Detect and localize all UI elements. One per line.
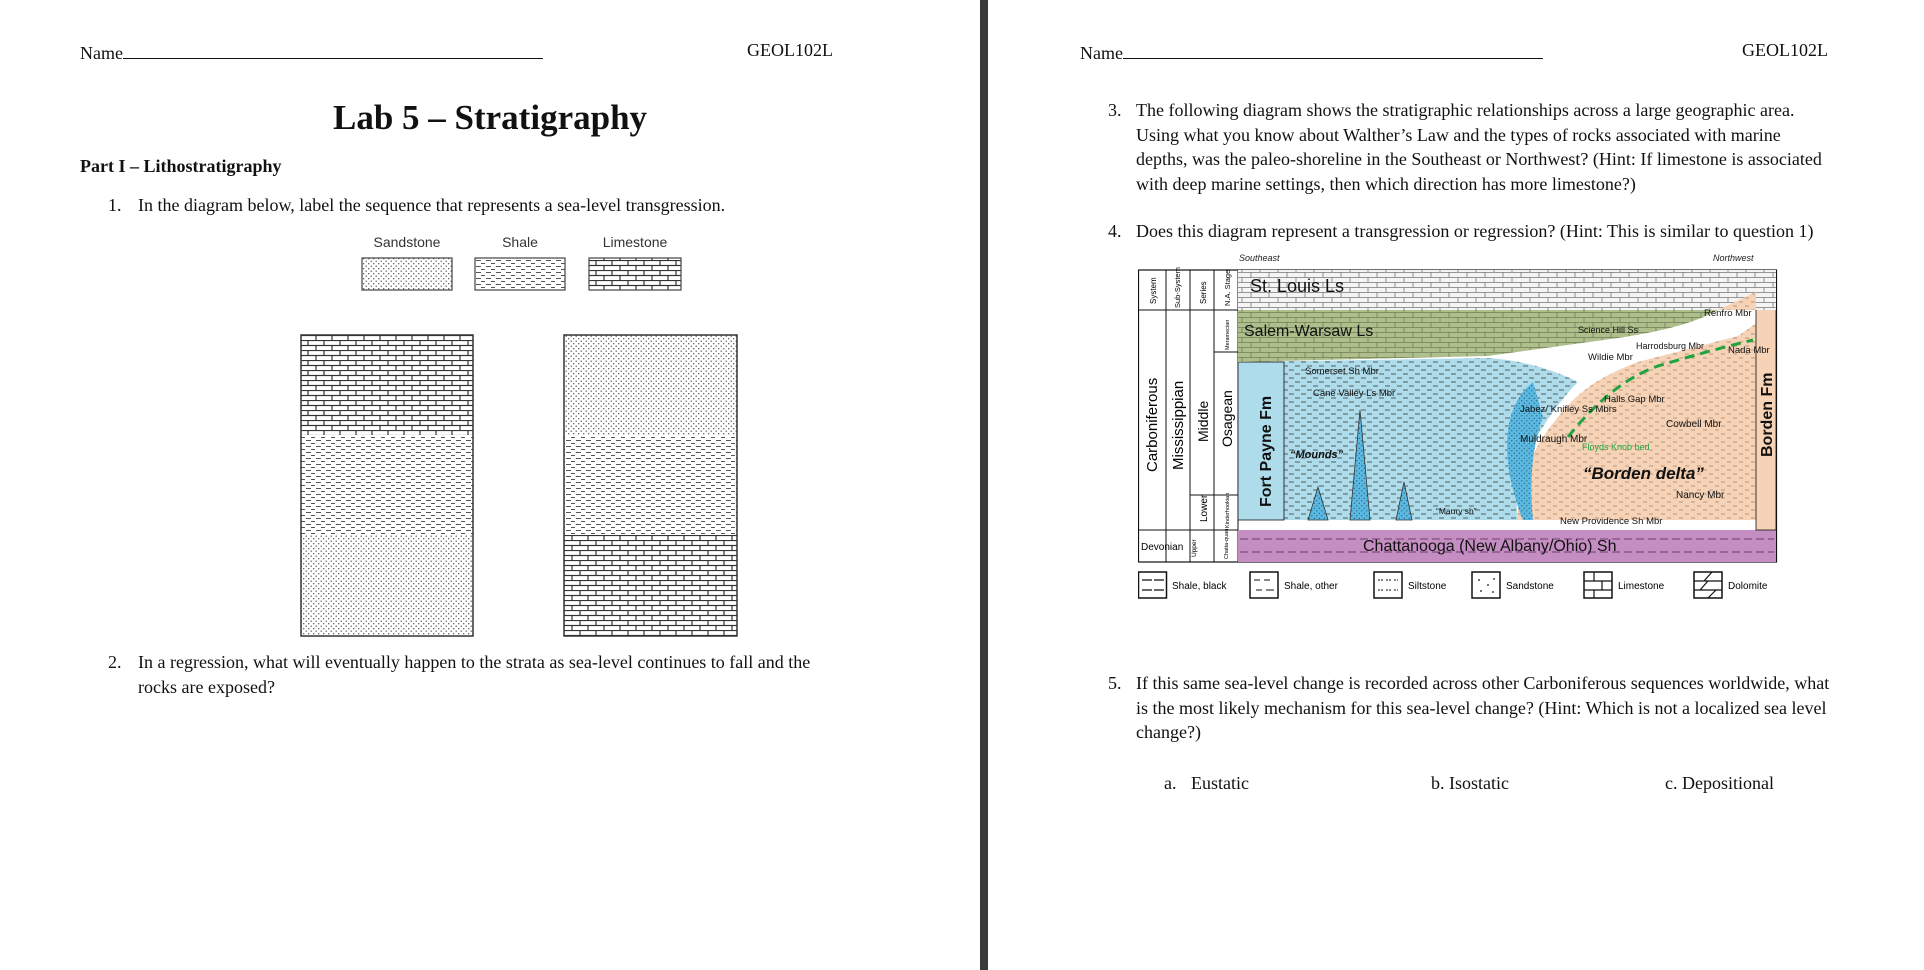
choice-text: b. Isostatic — [1431, 773, 1509, 793]
choice-text: Eustatic — [1191, 773, 1249, 793]
label-st-louis: St. Louis Ls — [1250, 276, 1345, 296]
stratigraphic-column-left — [301, 335, 473, 636]
choice-b[interactable] — [1431, 771, 1509, 796]
name-label: Name — [1080, 43, 1123, 63]
legend-swatch-shale — [475, 258, 565, 290]
course-code: GEOL102L — [1742, 40, 1828, 60]
label-halls-gap: Halls Gap Mbr — [1604, 394, 1665, 405]
column-left-layer-sandstone — [301, 535, 473, 636]
question-text-line: The following diagram shows the stratigraphic relationships across a large geographic area. — [1136, 100, 1795, 120]
legend-sandstone: Sandstone — [1506, 581, 1554, 592]
label-fort-payne: Fort Payne Fm — [1258, 395, 1275, 507]
question-text-line: is the most likely mechanism for this sea-level change? (Hint: Which is not a localized sea level — [1136, 697, 1827, 718]
name-label: Name — [80, 43, 123, 63]
legend-shale-other: Shale, other — [1284, 581, 1338, 592]
label-nada: Nada Mbr — [1728, 345, 1770, 356]
choice-a[interactable] — [1164, 771, 1249, 796]
name-blank-line[interactable] — [1123, 40, 1543, 59]
diagram-legend — [1139, 572, 1768, 598]
label-cowbell: Cowbell Mbr — [1666, 419, 1722, 430]
name-field — [80, 40, 543, 64]
column-left-layer-shale — [301, 435, 473, 535]
question-text-line: rocks are exposed? — [138, 676, 275, 697]
lithology-figure — [0, 250, 980, 650]
label-new-providence: New Providence Sh Mbr — [1560, 516, 1663, 527]
header-subsystem: Sub-System — [1173, 267, 1182, 308]
name-blank-line[interactable] — [123, 40, 543, 59]
choice-label: a. — [1164, 773, 1177, 793]
column-right-layer-limestone — [564, 535, 737, 636]
label-borden-fm: Borden Fm — [1759, 372, 1776, 457]
page-title: Lab 5 – Stratigraphy — [332, 98, 648, 137]
question-number: 3. — [1108, 100, 1122, 120]
choice-text: c. Depositional — [1665, 773, 1774, 793]
header-system: System — [1149, 277, 1158, 304]
choice-c[interactable] — [1665, 771, 1774, 796]
worksheet-page-right — [988, 0, 1924, 970]
legend-swatch-sandstone — [362, 258, 452, 290]
column-left-layer-limestone — [301, 335, 473, 435]
page-divider — [980, 0, 988, 970]
label-mounds: “Mounds” — [1290, 449, 1344, 461]
series-middle: Middle — [1195, 400, 1211, 442]
legend-limestone: Limestone — [1618, 581, 1665, 592]
system-carboniferous: Carboniferous — [1144, 377, 1161, 472]
stratigraphic-cross-section — [1138, 252, 1778, 604]
label-cane-valley: Cane Valley Ls Mbr — [1313, 388, 1396, 399]
question-number: 1. — [108, 195, 122, 215]
label-maury-sh: “Maury sh” — [1436, 506, 1477, 516]
question-text-line: Does this diagram represent a transgression or regression? (Hint: This is similar to question 1) — [1136, 221, 1814, 241]
stratigraphic-column-right — [564, 335, 737, 636]
label-salem-warsaw: Salem-Warsaw Ls — [1244, 323, 1374, 340]
name-field — [1080, 40, 1543, 64]
label-wildie: Wildie Mbr — [1588, 352, 1633, 363]
label-harrodsburg: Harrodsburg Mbr — [1636, 341, 1705, 351]
question-text-line: In a regression, what will eventually happen to the strata as sea-level continues to fall and the — [138, 652, 811, 672]
legend-shale-black: Shale, black — [1172, 581, 1227, 592]
column-right-layer-shale — [564, 435, 737, 535]
label-chattanooga: Chattanooga (New Albany/Ohio) Sh — [1363, 538, 1617, 555]
series-lower: Lower — [1199, 494, 1210, 522]
legend-dolomite: Dolomite — [1728, 581, 1768, 592]
label-jabez-knifley: Jabez/ Knifley Ss Mbrs — [1520, 404, 1617, 415]
question-text-line: depths, was the paleo-shoreline in the Southeast or Northwest? (Hint: If limestone is associated — [1136, 149, 1822, 169]
label-renfro: Renfro Mbr — [1704, 308, 1752, 319]
legend-label-shale: Shale — [502, 234, 538, 250]
stage-chautauquan: Chatta-quan — [1224, 528, 1230, 559]
question-number: 2. — [108, 652, 122, 672]
course-code: GEOL102L — [747, 40, 833, 60]
legend-swatch-limestone — [589, 258, 681, 290]
label-borden-delta: “Borden delta” — [1583, 464, 1704, 483]
question-text-line: change?) — [1136, 722, 1201, 742]
stage-osagean: Osagean — [1219, 390, 1235, 447]
question-text-line: Using what you know about Walther’s Law and the types of rocks associated with marine — [1136, 124, 1781, 145]
header-series: Series — [1199, 281, 1208, 304]
question-text: In the diagram below, label the sequence that represents a sea-level transgression. — [138, 195, 726, 215]
label-floyds-knob: Floyds Knob bed — [1582, 442, 1650, 452]
section-heading: Part I – Lithostratigraphy — [80, 156, 282, 176]
series-upper: Upper — [1191, 539, 1198, 557]
stage-kinderhookian: Kinderhookian — [1225, 492, 1231, 528]
question-number: 4. — [1108, 221, 1122, 241]
label-muldraugh: Muldraugh Mbr — [1520, 434, 1588, 445]
question-text-line: with deep marine settings, then which direction has more limestone?) — [1136, 173, 1636, 194]
stage-meramecian: Meramecian — [1225, 319, 1231, 350]
legend-label-limestone: Limestone — [602, 234, 668, 250]
label-southeast: Southeast — [1239, 253, 1280, 263]
label-somerset: Somerset Sh Mbr — [1305, 366, 1379, 377]
question-text-line: If this same sea-level change is recorded across other Carboniferous sequences worldwide, what — [1136, 673, 1830, 693]
question-number: 5. — [1108, 673, 1122, 693]
column-right-layer-sandstone — [564, 335, 737, 435]
label-nancy: Nancy Mbr — [1676, 490, 1725, 501]
legend-label-sandstone: Sandstone — [373, 234, 441, 250]
header-stage: N.A. Stage — [1223, 269, 1232, 306]
label-science-hill: Science Hill Ss — [1578, 325, 1639, 335]
subsystem-mississippian: Mississippian — [1170, 380, 1187, 470]
legend-siltstone: Siltstone — [1408, 581, 1447, 592]
system-devonian: Devonian — [1141, 542, 1184, 553]
label-northwest: Northwest — [1713, 253, 1754, 263]
